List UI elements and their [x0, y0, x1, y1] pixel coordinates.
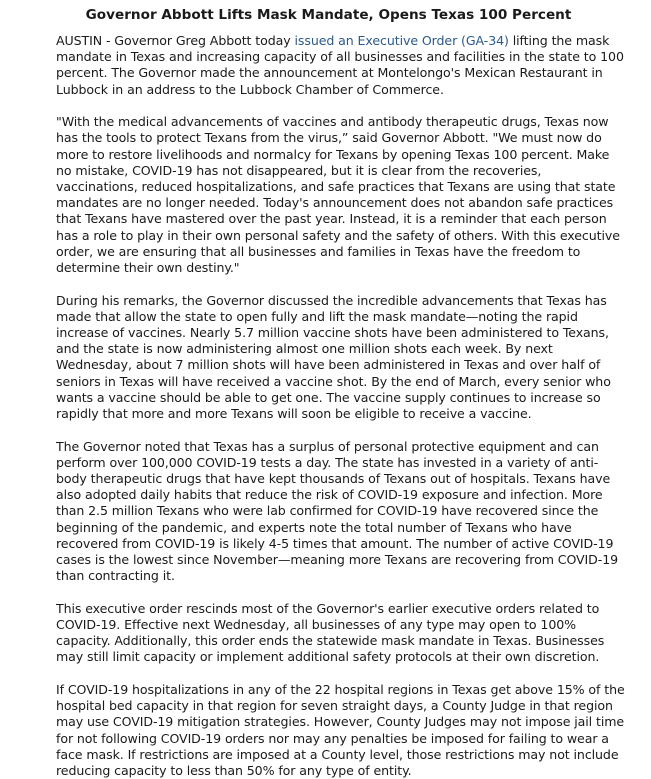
- quote-paragraph: "With the medical advancements of vaccines and antibody therapeutic drugs, Texas now has the tools to protect Texans from the virus,” said Governor Abbott. "We must now do more to restore livelihoods and normalcy for Texans by opening Texas 100 percent. Make no mistake, COVID-19 has not disappeared, but it is clear from the recoveries, vaccinations, reduced hospitalizations, and safe practices that Texans are using that state mandates are no longer needed. Today's announcement does not abandon safe practices that Texans have mastered over the past year. Instead, it is a reminder that each person has a role to play in their own personal safety and the safety of others. With this executive order, we are ensuring that all businesses and families in Texas have the freedom to determine their own destiny.": [56, 114, 620, 276]
- intro-text-start: AUSTIN - Governor Greg Abbott today: [56, 33, 295, 48]
- vaccine-paragraph: During his remarks, the Governor discussed the incredible advancements that Texas has made that allow the state to open fully and lift the mask mandate—noting the rapid increase of vaccines. Nearly 5.7 million vaccine shots have been administered to Texans, and the state is now administering almost one million shots each week. By next Wednesday, about 7 million shots will have been administered in Texas and over half of seniors in Texas will have received a vaccine shot. By the end of March, every senior who wants a vaccine should be able to get one. The vaccine supply continues to increase so rapidly that more and more Texans will soon be eligible to receive a vaccine.: [56, 292, 611, 422]
- order-details-paragraph: This executive order rescinds most of the Governor's earlier executive orders related to COVID-19. Effective next Wednesday, all businesses of any type may open to 100% capacity. Additionally, this order ends the statewide mask mandate in Texas. Businesses may still limit capacity or implement additional safety protocols at their own discretion.: [56, 600, 605, 665]
- article-headline: Governor Abbott Lifts Mask Mandate, Opens Texas 100 Percent: [85, 7, 572, 23]
- intro-text-end: lifting the mask mandate in Texas and increasing capacity of all businesses and facilities in the state to 100 percent. The Governor made the announcement at Montelongo's Mexican Restaurant in Lubbock in an address to the Lubbock Chamber of Commerce.: [56, 33, 624, 97]
- testing-paragraph: The Governor noted that Texas has a surplus of personal protective equipment and can perform over 100,000 COVID-19 tests a day. The state has invested in a variety of anti-body therapeutic drugs that have kept thousands of Texans out of hospitals. Texans have also adopted daily habits that reduce the risk of COVID-19 exposure and infection. More than 2.5 million Texans who were lab confirmed for COVID-19 have recovered since the beginning of the pandemic, and experts note the total number of Texans who have recovered from COVID-19 is likely 4-5 times that amount. The number of active COVID-19 cases is the lowest since November—meaning more Texans are recovering from COVID-19 than contracting it.: [56, 438, 619, 584]
- hospitalization-paragraph: If COVID-19 hospitalizations in any of the 22 hospital regions in Texas get above 15% of the hospital bed capacity in that region for seven straight days, a County Judge in that region may use COVID-19 mitigation strategies. However, County Judges may not impose jail time for not following COVID-19 orders nor may any penalties be imposed for failing to wear a face mask. If restrictions are imposed at a County level, those restrictions may not include reducing capacity to less than 50% for any type of entity.: [56, 682, 625, 779]
- intro-paragraph: [56, 33, 625, 98]
- executive-order-link[interactable]: issued an Executive Order (GA-34): [294, 33, 509, 48]
